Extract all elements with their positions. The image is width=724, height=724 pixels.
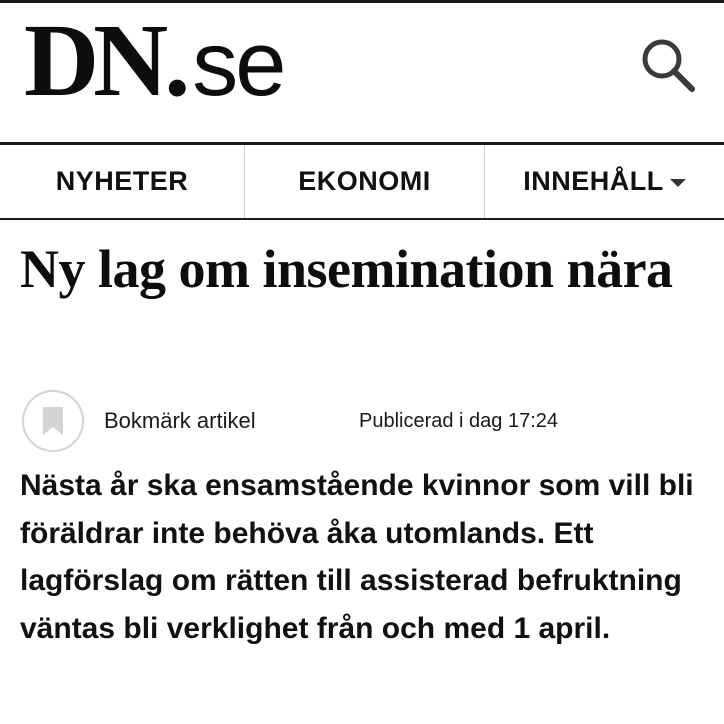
nav-item-nyheter[interactable] [0,145,245,218]
nav-item-innehall[interactable] [485,145,724,218]
search-button[interactable] [636,33,700,97]
logo-main: DN [24,3,163,118]
search-icon [636,33,700,97]
article-meta [22,388,712,450]
logo-dot: . [164,3,191,118]
main-nav [0,142,724,220]
article-title: Ny lag om insemination nära [20,239,673,299]
nav-item-label: INNEHÅLL [523,166,664,196]
nav-item-label: NYHETER [55,166,189,196]
article-lead: Nästa år ska ensamstående kvinnor som vill bli föräldrar inte behöva åka utomlands. Ett lagförslag om rätten till assisterad befruktning väntas bli verklighet från och med 1 april. [20,469,694,645]
site-header [0,3,724,142]
chevron-down-icon [670,179,686,187]
nav-item-ekonomi[interactable] [245,145,485,218]
bookmark-label[interactable]: Bokmärk artikel [104,408,256,433]
logo-suffix: se [192,13,284,115]
nav-item-label: EKONOMI [298,166,431,196]
published-timestamp: Publicerad i dag 17:24 [359,410,559,432]
bookmark-button[interactable] [22,390,84,452]
bookmark-icon [24,392,82,450]
site-logo[interactable] [24,3,284,118]
